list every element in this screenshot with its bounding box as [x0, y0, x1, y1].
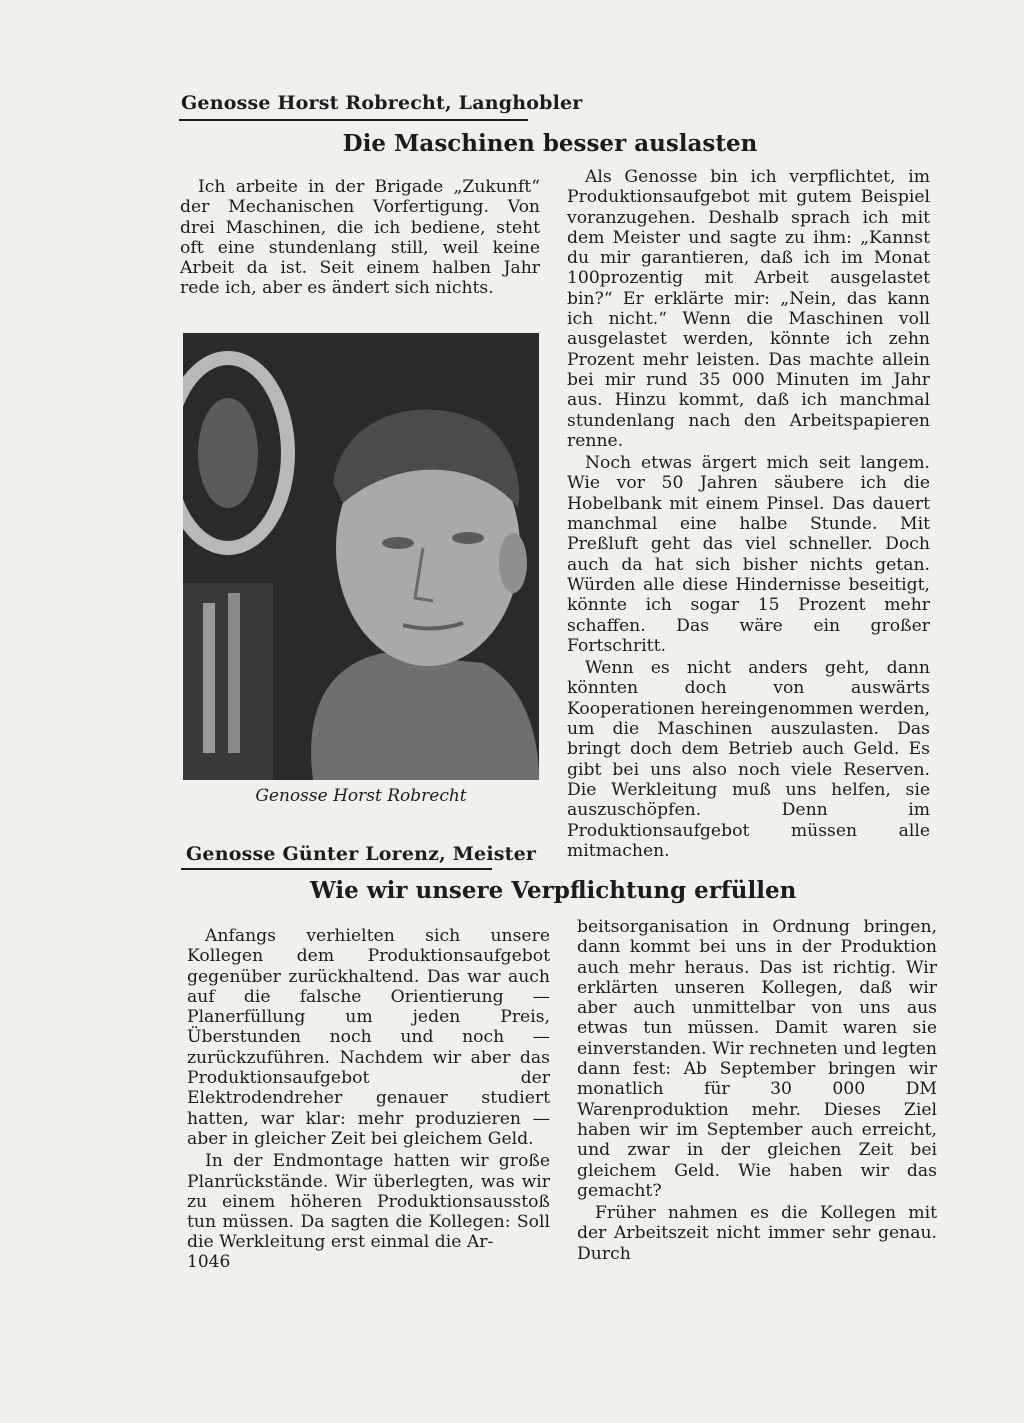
article1-headline: Die Maschinen besser auslasten — [342, 130, 758, 157]
portrait-photo — [183, 333, 539, 780]
article1-left-paragraph: Ich arbeite in der Brigade „Zukunft“ der Mechanischen Vorfertigung. Von drei Maschinen, die ich bediene, steht oft eine stundenlang still, weil keine Arbeit da ist. Seit einem halben Jahr rede ich, aber es ändert sich nichts. — [180, 177, 540, 299]
article1-column-left — [180, 177, 540, 299]
article2-kicker-rule — [181, 868, 492, 870]
article2-right-paragraph: Früher nahmen es die Kollegen mit der Arbeitszeit nicht immer sehr genau. Durch — [577, 1203, 937, 1264]
article1-kicker-rule — [179, 119, 528, 121]
article2-kicker: Genosse Günter Lorenz, Meister — [186, 843, 537, 865]
article2-column-left — [187, 926, 550, 1253]
article2-column-right — [577, 917, 937, 1264]
article1-right-paragraph: Wenn es nicht anders geht, dann könnten doch von auswärts Kooperationen hereingenommen werden, um die Maschinen auszulasten. Das bringt doch dem Betrieb auch Geld. Es gibt bei uns also noch viele Reserven. Die Werkleitung muß uns helfen, sie auszuschöpfen. Denn im Produktionsaufgebot müssen alle mitmachen. — [567, 658, 930, 861]
page-number: 1046 — [187, 1252, 231, 1272]
article1-column-right — [567, 167, 930, 861]
photo-caption: Genosse Horst Robrecht — [255, 786, 467, 806]
article2-headline: Wie wir unsere Verpflichtung erfüllen — [310, 877, 797, 904]
article2-right-paragraph: beitsorganisation in Ordnung bringen, dann kommt bei uns in der Produktion auch mehr heraus. Das ist richtig. Wir erklärten unseren Kollegen, daß wir aber auch unmittelbar von uns aus etwas tun müssen. Damit waren sie einverstanden. Wir rechneten und legten dann fest: Ab September bringen wir monatlich für 30 000 DM Warenproduktion mehr. Dieses Ziel haben wir im September auch erreicht, und zwar in der gleichen Zeit bei gleichem Geld. Wie haben wir das gemacht? — [577, 917, 937, 1201]
article2-left-paragraph: Anfangs verhielten sich unsere Kollegen dem Produktionsaufgebot gegenüber zurückhaltend. Das war auch auf die falsche Orientierung — Planerfüllung um jeden Preis, Überstunden noch und noch — zurückzuführen. Nachdem wir aber das Produktionsaufgebot der Elektrodendreher genauer studiert hatten, war klar: mehr produzieren — aber in gleicher Zeit bei gleichem Geld. — [187, 926, 550, 1149]
portrait-illustration — [183, 333, 539, 780]
article1-right-paragraph: Noch etwas ärgert mich seit langem. Wie vor 50 Jahren säubere ich die Hobelbank mit einem Pinsel. Das dauert manchmal eine halbe Stunde. Mit Preßluft geht das viel schneller. Doch auch da hat sich bisher nichts getan. Würden alle diese Hindernisse beseitigt, könnte ich sogar 15 Prozent mehr schaffen. Das wäre ein großer Fortschritt. — [567, 453, 930, 656]
article1-right-paragraph: Als Genosse bin ich verpflichtet, im Produktionsaufgebot mit gutem Beispiel voranzugehen. Deshalb sprach ich mit dem Meister und sagte zu ihm: „Kannst du mir garantieren, daß ich im Monat 100prozentig mit Arbeit ausgelastet bin?“ Er erklärte mir: „Nein, das kann ich nicht.“ Wenn die Maschinen voll ausgelastet werden, könnte ich zehn Prozent mehr leisten. Das machte allein bei mir rund 35 000 Minuten im Jahr aus. Hinzu kommt, daß ich manchmal stundenlang nach den Arbeitspapieren renne. — [567, 167, 930, 451]
article2-left-paragraph: In der Endmontage hatten wir große Planrückstände. Wir überlegten, was wir zu einem höheren Produktionsausstoß tun müssen. Da sagten die Kollegen: Soll die Werkleitung erst einmal die Ar- — [187, 1151, 550, 1253]
article1-kicker: Genosse Horst Robrecht, Langhobler — [181, 92, 583, 114]
